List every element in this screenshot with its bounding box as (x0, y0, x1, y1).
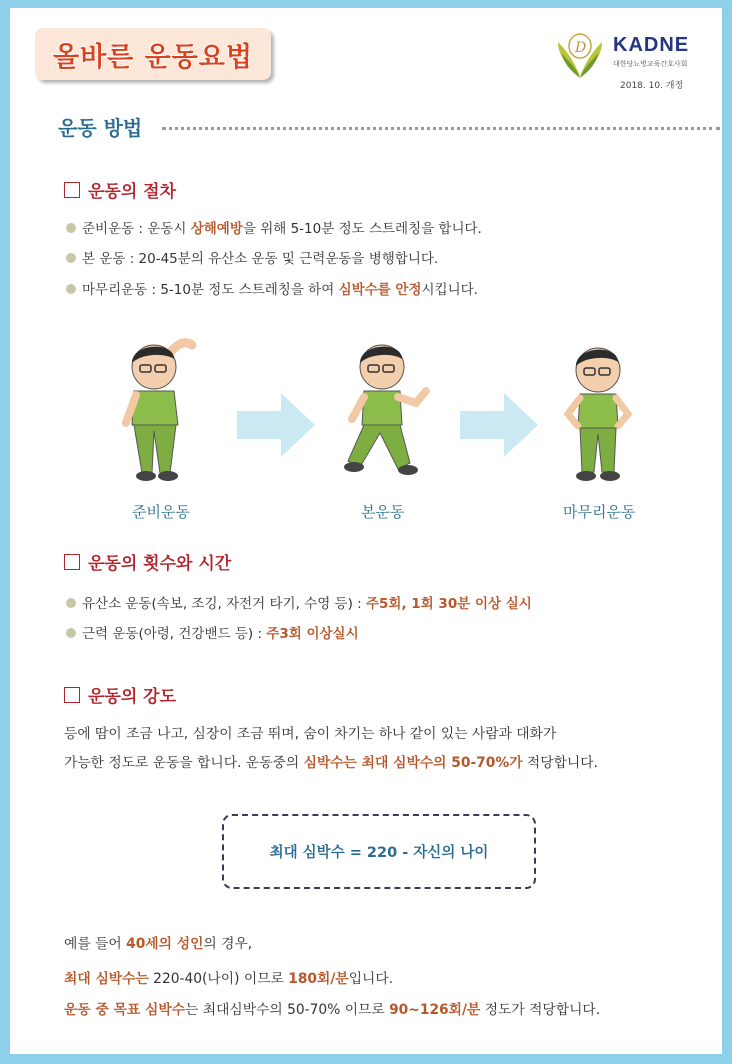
page-sheet (10, 8, 722, 1054)
list-item: 준비운동 : 운동시 상해예방을 위해 5-10분 정도 스트레칭을 합니다. (66, 217, 482, 237)
list-item: 본 운동 : 20-45분의 유산소 운동 및 근력운동을 병행합니다. (66, 247, 438, 267)
warmup-figure-icon (112, 335, 212, 485)
formula-box (222, 814, 536, 889)
logo-name: KADNE (613, 34, 690, 56)
svg-text:D: D (575, 40, 587, 56)
figure-label-cooldown: 마무리운동 (563, 503, 636, 521)
list-item: 유산소 운동(속보, 조깅, 자전거 타기, 수영 등) : 주5회, 1회 30분 이상 실시 (66, 592, 532, 612)
logo-subtitle: 대한당뇨병교육간호사회 (613, 60, 688, 68)
bullet-dot-icon (66, 223, 76, 233)
title-banner (35, 28, 271, 80)
checkbox-square-icon (64, 554, 80, 570)
main-exercise-figure-icon (338, 333, 438, 483)
figure-label-warmup: 준비운동 (132, 503, 190, 521)
procedure-heading: 운동의 절차 (64, 177, 176, 202)
frequency-heading: 운동의 횟수와 시간 (64, 549, 231, 574)
cooldown-figure-icon (558, 340, 638, 485)
example-line2: 최대 심박수는 220-40(나이) 이므로 180회/분입니다. (64, 971, 394, 987)
bullet-dot-icon (66, 628, 76, 638)
section-title: 운동 방법 (58, 116, 143, 140)
figure-label-main: 본운동 (361, 503, 405, 521)
bullet-dot-icon (66, 253, 76, 263)
checkbox-square-icon (64, 182, 80, 198)
list-item: 마무리운동 : 5-10분 정도 스트레칭을 하여 심박수를 안정시킵니다. (66, 278, 478, 298)
page-title: 올바른 운동요법 (53, 41, 253, 73)
formula-text: 최대 심박수 = 220 - 자신의 나이 (269, 845, 489, 861)
arrow-right-icon (237, 393, 315, 457)
checkbox-square-icon (64, 687, 80, 703)
intensity-text-line1: 등에 땀이 조금 나고, 심장이 조금 뛰며, 숨이 차기는 하나 같이 있는 사람과 대화가 (64, 726, 557, 742)
intensity-text-line2: 가능한 정도로 운동을 합니다. 운동중의 심박수는 최대 심박수의 50-70%가 적당합니다. (64, 755, 598, 771)
revision-date: 2018. 10. 개정 (620, 81, 684, 91)
bullet-dot-icon (66, 284, 76, 294)
example-line3: 운동 중 목표 심박수는 최대심박수의 50-70% 이므로 90~126회/분 정도가 적당합니다. (64, 1002, 601, 1018)
example-line1: 예를 들어 40세의 성인의 경우, (64, 936, 253, 952)
intensity-heading: 운동의 강도 (64, 682, 176, 707)
list-item: 근력 운동(아령, 건강밴드 등) : 주3회 이상실시 (66, 622, 359, 642)
bullet-dot-icon (66, 598, 76, 608)
arrow-right-icon (460, 393, 538, 457)
dotted-divider (162, 127, 720, 130)
